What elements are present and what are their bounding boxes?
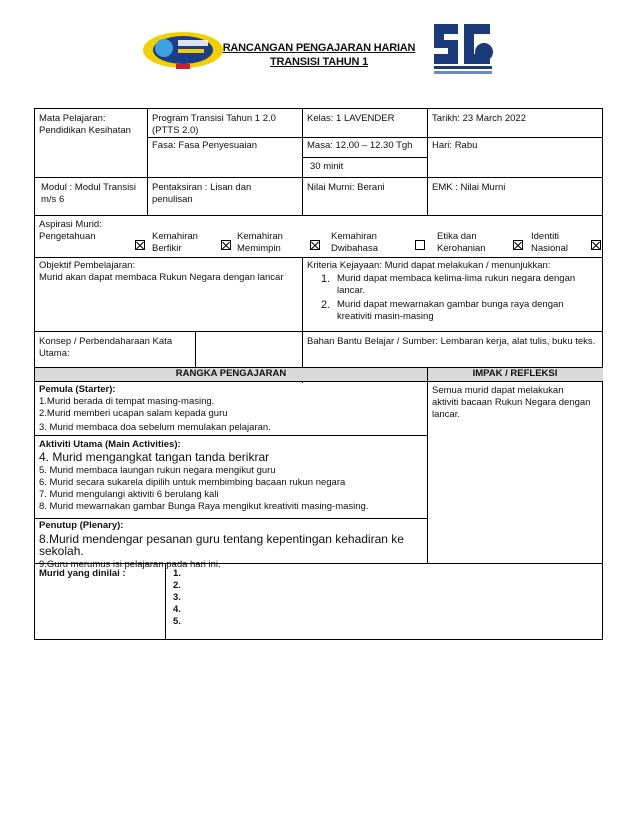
emk: EMK : Nilai Murni: [432, 182, 506, 193]
aktiviti-list: 4. Murid mengangkat tangan tanda berikrar 5. Murid membaca laungan rukun negara mengikut guru 6. Murid secara sukarela dipilih untuk membimbing bacaan rukun negara 7. Murid mengulangi aktiviti 6 berulang kali 8. Murid mewarnakan gambar Bunga Raya mengikut kreativiti masing-masing.: [39, 450, 369, 512]
aspirasi-label-kerohanian: Etika dan Kerohanian: [437, 231, 486, 254]
lesson-plan-table: [34, 108, 603, 640]
aspirasi-checkbox-pengetahuan[interactable]: [135, 240, 145, 250]
pemula-list: 1.Murid berada di tempat masing-masing. 2.Murid memberi ucapan salam kepada guru 3. Murid membaca doa sebelum memulakan pelajaran.: [39, 396, 271, 433]
durasi: 30 minit: [310, 161, 344, 172]
aspirasi-checkbox-nasional[interactable]: [591, 240, 601, 250]
aspirasi-label-memimpin: Kemahiran Memimpin: [237, 231, 283, 254]
murid-dinilai-label: Murid yang dinilai :: [39, 568, 126, 579]
aspirasi-checkbox-kerohanian[interactable]: [513, 240, 523, 250]
aspirasi-label-pengetahuan: Pengetahuan: [39, 231, 96, 242]
rangka-header: RANGKA PENGAJARAN: [175, 368, 287, 379]
tarikh: Tarikh: 23 March 2022: [432, 113, 526, 124]
aktiviti-title: Aktiviti Utama (Main Activities):: [39, 439, 181, 450]
ministry-logo-right: [424, 18, 502, 78]
fasa: Fasa: Fasa Penyesuaian: [152, 140, 258, 151]
masa: Masa: 12.00 – 12.30 Tgh: [307, 140, 413, 151]
kriteria-title: Kriteria Kejayaan: Murid dapat melakukan / menunjukkan:: [307, 260, 551, 271]
modul: Modul : Modul Transisi m/s 6: [41, 182, 137, 205]
nilai-murni: Nilai Murni: Berani: [307, 182, 385, 193]
konsep: Konsep / Perbendaharaan Kata Utama:: [39, 336, 173, 359]
aspirasi-title: Aspirasi Murid:: [39, 219, 102, 230]
page-title: RANCANGAN PENGAJARAN HARIAN: [222, 42, 416, 54]
pemula-title: Pemula (Starter):: [39, 384, 116, 395]
bahan-bantu: Bahan Bantu Belajar / Sumber: Lembaran kerja, alat tulis, buku teks.: [307, 336, 596, 347]
kelas: Kelas: 1 LAVENDER: [307, 113, 395, 124]
pentaksiran: Pentaksiran : Lisan dan penulisan: [152, 182, 252, 205]
page-subtitle: TRANSISI TAHUN 1: [269, 56, 369, 68]
mata-pelajaran: Mata Pelajaran: Pendidikan Kesihatan: [39, 113, 131, 136]
impak-header: IMPAK / REFLEKSI: [472, 368, 558, 379]
objektif-title: Objektif Pembelajaran:: [39, 260, 136, 271]
objektif-text: Murid akan dapat membaca Rukun Negara dengan lancar: [39, 272, 284, 283]
aspirasi-label-nasional: Identiti Nasional: [531, 231, 568, 254]
hari: Hari: Rabu: [432, 140, 478, 151]
aspirasi-label-berfikir: Kemahiran Berfikir: [152, 231, 198, 254]
aspirasi-label-dwibahasa: Kemahiran Dwibahasa: [331, 231, 378, 254]
program: Program Transisi Tahun 1 2.0 (PTTS 2.0): [152, 113, 276, 136]
aspirasi-checkbox-memimpin[interactable]: [310, 240, 320, 250]
aspirasi-checkbox-berfikir[interactable]: [221, 240, 231, 250]
aspirasi-checkbox-dwibahasa[interactable]: [415, 240, 425, 250]
penutup-title: Penutup (Plenary):: [39, 520, 124, 531]
penutup-list: 8.Murid mendengar pesanan guru tentang kepentingan kehadiran ke sekolah. 9.Guru merumus isi pelajaran pada hari ini.: [39, 532, 404, 570]
murid-dinilai-list: 1. 2. 3. 4. 5.: [173, 568, 181, 627]
impak-text: Semua murid dapat melakukan aktiviti bacaan Rukun Negara dengan lancar.: [432, 385, 591, 420]
kriteria-item: 1. Murid dapat membaca kelima-lima rukun negara dengan lancar. 2. Murid dapat mewarnakan gambar bunga raya dengan kreativiti masin-masing: [321, 273, 576, 322]
